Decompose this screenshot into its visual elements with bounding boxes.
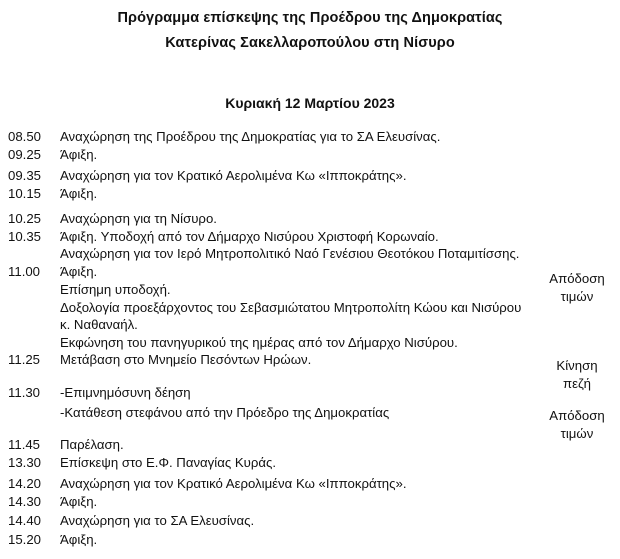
schedule-time: 09.25 <box>8 147 42 162</box>
schedule-time: 11.00 <box>8 264 41 279</box>
schedule-text: Εκφώνηση του πανηγυρικού της ημέρας από τον Δήμαρχο Νισύρου. <box>60 335 458 350</box>
schedule-time: 10.35 <box>8 229 42 244</box>
schedule-text: Επίσκεψη στο Ε.Φ. Παναγίας Κυράς. <box>60 455 276 470</box>
schedule-time: 11.45 <box>8 437 41 452</box>
side-note-walk <box>542 357 612 393</box>
schedule-date: Κυριακή 12 Μαρτίου 2023 <box>225 95 395 111</box>
schedule-time: 14.30 <box>8 494 42 509</box>
schedule-time: 13.30 <box>8 455 42 470</box>
side-note-line: τιμών <box>560 426 594 441</box>
side-note-line: Απόδοση <box>549 408 605 423</box>
schedule-text: Αναχώρηση για τον Κρατικό Αερολιμένα Κω «Ιπποκράτης». <box>60 168 407 183</box>
schedule-text: Άφιξη. <box>60 532 98 547</box>
schedule-text: -Κατάθεση στεφάνου από την Πρόεδρο της Δημοκρατίας <box>60 405 390 420</box>
side-note-line: πεζή <box>563 376 591 391</box>
schedule-text: Αναχώρηση για τον Ιερό Μητροπολιτικό Ναό Γενέσιου Θεοτόκου Ποταμιτίσσης. <box>60 246 520 261</box>
schedule-time: 10.25 <box>8 211 42 226</box>
schedule-time: 11.25 <box>8 352 41 367</box>
schedule-text: Παρέλαση. <box>60 437 124 452</box>
schedule-time: 14.40 <box>8 513 42 528</box>
schedule-text: Αναχώρηση για τη Νίσυρο. <box>60 211 217 226</box>
schedule-time: 09.35 <box>8 168 42 183</box>
schedule-text: κ. Ναθαναήλ. <box>60 317 138 332</box>
schedule-text: Αναχώρηση για τον Κρατικό Αερολιμένα Κω «Ιπποκράτης». <box>60 476 407 491</box>
schedule-text: Άφιξη. Υποδοχή από τον Δήμαρχο Νισύρου Χριστοφή Κορωναίο. <box>60 229 439 244</box>
schedule-time: 10.15 <box>8 186 42 201</box>
document-title-line2: Κατερίνας Σακελλαροπούλου στη Νίσυρο <box>165 35 455 51</box>
schedule-time: 08.50 <box>8 129 42 144</box>
schedule-text: Μετάβαση στο Μνημείο Πεσόντων Ηρώων. <box>60 352 312 367</box>
schedule-text: Άφιξη. <box>60 494 98 509</box>
side-note-line: Κίνηση <box>556 358 598 373</box>
schedule-time: 11.30 <box>8 385 41 400</box>
document-title-line1: Πρόγραμμα επίσκεψης της Προέδρου της Δημοκρατίας <box>117 10 503 26</box>
schedule-text: Άφιξη. <box>60 186 98 201</box>
schedule-time: 14.20 <box>8 476 42 491</box>
schedule-time: 15.20 <box>8 532 42 547</box>
schedule-text: Δοξολογία προεξάρχοντος του Σεβασμιώτατου Μητροπολίτη Κώου και Νισύρου <box>60 300 522 315</box>
schedule-text: -Επιμνημόσυνη δέηση <box>60 385 191 400</box>
schedule-text: Επίσημη υποδοχή. <box>60 282 171 297</box>
side-note-honors <box>542 407 612 443</box>
schedule-text: Αναχώρηση της Προέδρου της Δημοκρατίας για το ΣΑ Ελευσίνας. <box>60 129 441 144</box>
side-note-line: Απόδοση <box>549 271 605 286</box>
schedule-text: Αναχώρηση για το ΣΑ Ελευσίνας. <box>60 513 255 528</box>
side-note-honors <box>542 270 612 306</box>
schedule-text: Άφιξη. <box>60 264 98 279</box>
side-note-line: τιμών <box>560 289 594 304</box>
schedule-text: Άφιξη. <box>60 147 98 162</box>
